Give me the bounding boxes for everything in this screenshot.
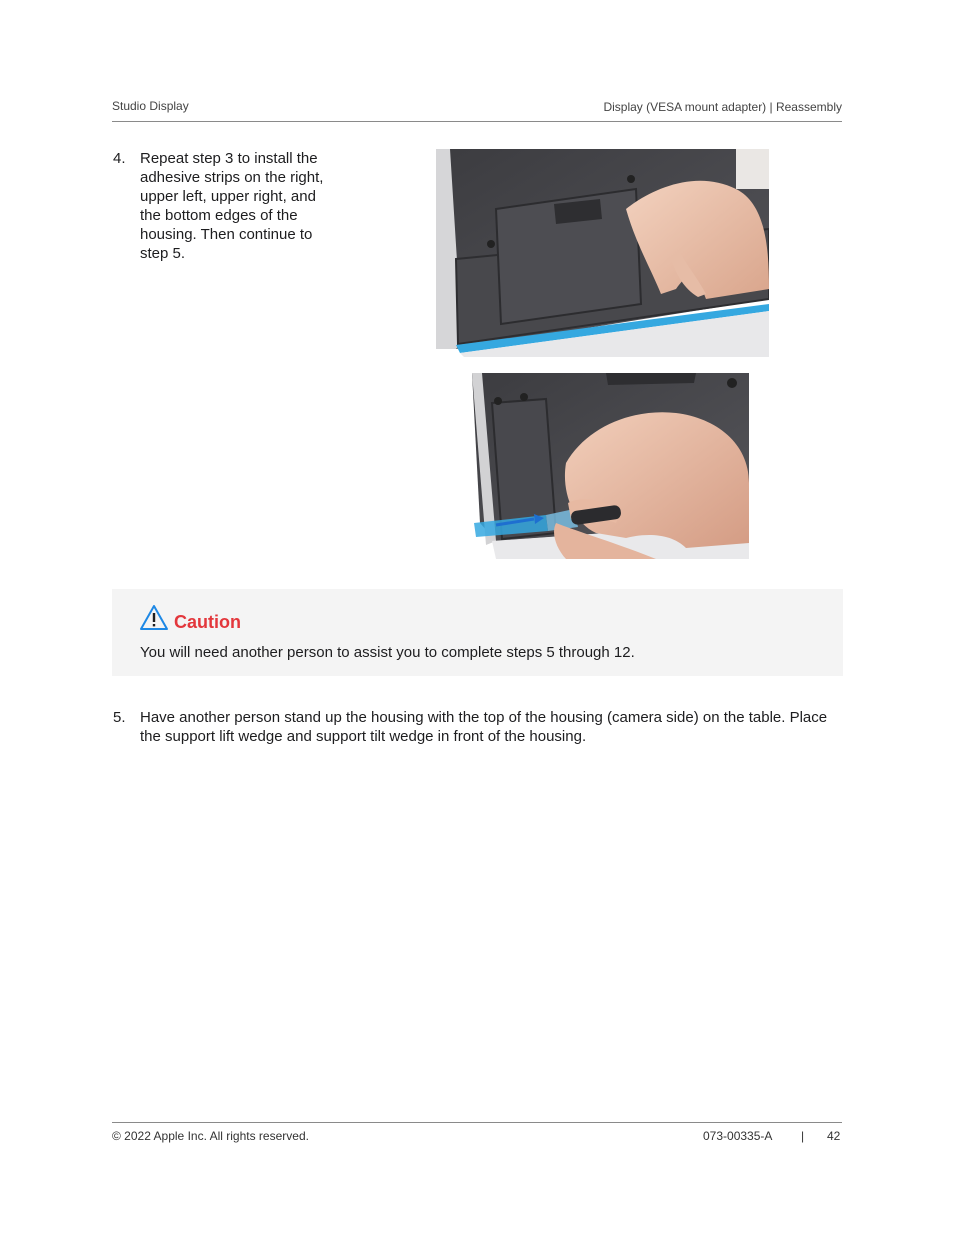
- footer-copyright: © 2022 Apple Inc. All rights reserved.: [112, 1129, 309, 1143]
- step-number: 4.: [113, 150, 126, 167]
- warning-triangle-icon: [139, 604, 169, 632]
- photo-install-adhesive-corner: [456, 373, 749, 559]
- footer-divider: [112, 1122, 842, 1123]
- footer-separator: |: [801, 1129, 805, 1143]
- step-5: [113, 708, 828, 750]
- header-divider: [112, 121, 842, 122]
- step-text: Have another person stand up the housing with the top of the housing (camera side) on the table. Place the support lift wedge and support tilt wedge in front of the housing.: [140, 709, 828, 745]
- photo-install-adhesive-bottom-edge: [436, 149, 769, 357]
- caution-title: Caution: [174, 612, 241, 632]
- footer-page-number: 42: [827, 1129, 841, 1143]
- running-header-section: Display (VESA mount adapter) | Reassembly: [603, 100, 842, 114]
- step-number: 5.: [113, 709, 126, 726]
- caution-text: You will need another person to assist you to complete steps 5 through 12.: [140, 644, 635, 661]
- running-header-product: Studio Display: [112, 99, 189, 113]
- step-text: Repeat step 3 to install the adhesive strips on the right, upper left, upper right, and the bottom edges of the housing. Then continue to step 5.: [140, 150, 324, 262]
- step-4: [113, 149, 353, 269]
- caution-box: [112, 589, 843, 676]
- footer-doc-number: 073-00335-A: [703, 1129, 773, 1143]
